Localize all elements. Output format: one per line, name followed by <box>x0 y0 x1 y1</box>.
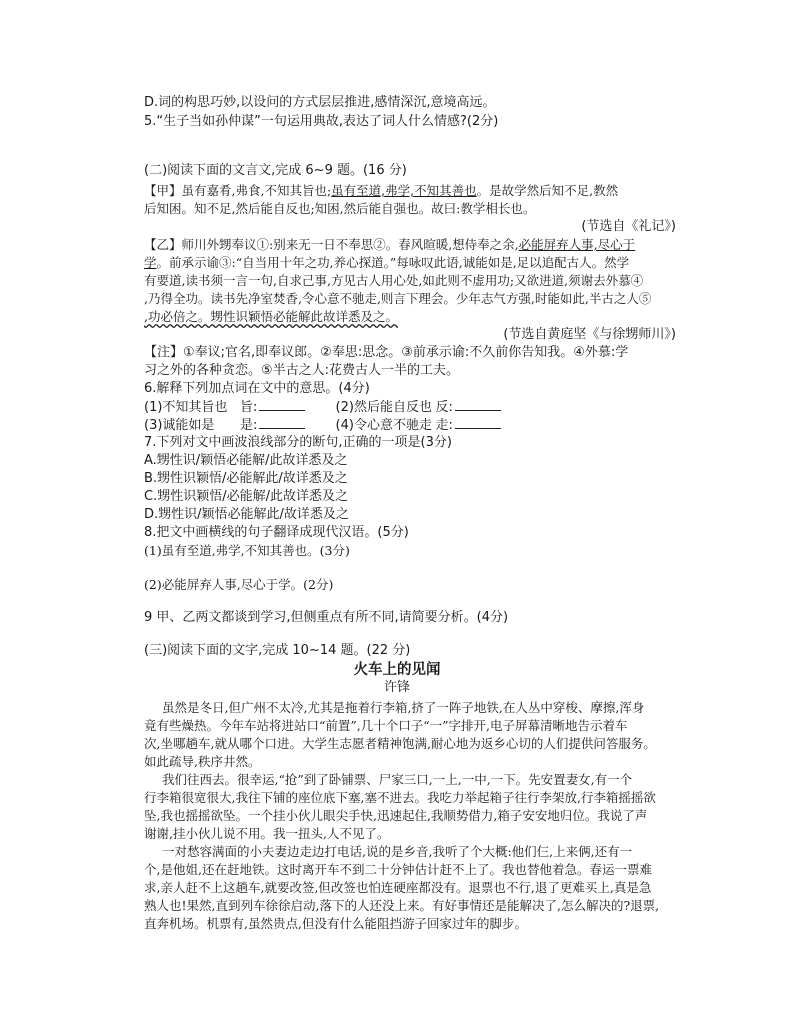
question-8: 8.把文中画横线的句子翻译成现代汉语。(5分) <box>144 525 409 540</box>
para-2-line: 坠,我也摇摇欲坠。一个挂小伙儿眼尖手快,迅速起住,我顺势借力,箱子安安地归位。我说了声 <box>144 808 648 823</box>
q7-option-c: C.甥性识颖悟/必能解/此故详悉及之 <box>144 489 348 504</box>
q6-item: (3)诚能如是 <box>144 418 215 433</box>
passage-yi-line-1 <box>144 236 635 254</box>
section-3-heading: (三)阅读下面的文字,完成 10~14 题。(22 分) <box>144 643 411 658</box>
para-2-line: 行李箱很宽很大,我往下铺的座位底下塞,塞不进去。我吃力举起箱子往行李架放,行李箱摇摇欲 <box>144 790 656 805</box>
para-3-line: 熟人也!果然,直到列车徐徐启动,落下的人还没上来。有好事情还是能解决了,怎么解决的?退票, <box>144 898 660 913</box>
q8-part-1: (1)虽有至道,弗学,不知其善也。(3分) <box>144 543 350 558</box>
question-9: 9 甲、乙两文都谈到学习,但侧重点有所不同,请简要分析。(4分) <box>144 610 509 625</box>
note-line-2: 习之外的各种贪恋。⑤半古之人:花费古人一半的工夫。 <box>144 363 460 378</box>
jia-text: 【甲】虽有嘉肴,弗食,不知其旨也; <box>144 183 332 198</box>
q7-option-d: D.甥性识/颖悟必能解此/故详悉及之 <box>144 507 349 522</box>
para-1-line: 如此疏导,秩序井然。 <box>144 754 261 769</box>
jia-source: (节选自《礼记》) <box>581 219 676 234</box>
q6-key: 走: <box>435 418 453 433</box>
q7-option-b: B.甥性识颖悟/必能解此/故详悉及之 <box>144 471 348 486</box>
q6-key: 旨: <box>240 400 258 415</box>
passage-yi-line-4: ,乃得全功。读书先净室焚香,令心意不驰走,则言下理会。少年志气方强,时能如此,半古之人⑤ <box>144 291 652 306</box>
q6-row-1 <box>144 398 505 417</box>
answer-blank[interactable] <box>259 416 305 429</box>
para-1-line: 竟有些燥热。今年车站将进站口“前置”,几十个口子“一”字排开,电子屏幕清晰地告示着车 <box>144 718 628 733</box>
answer-blank[interactable] <box>455 416 501 429</box>
yi-text-cont: 。前承示谕③:“自当用十年之功,养心探道。”每咏叹此语,诚能如是,足以追配古人。然学 <box>156 255 630 270</box>
q6-item: (4)令心意不驰走 <box>335 418 432 433</box>
q6-key: 是: <box>240 418 258 433</box>
para-2-line: 我们往西去。很幸运,“抢”到了卧铺票、尸家三口,一上,一中,一下。先安置妻女,有一个 <box>162 772 633 787</box>
q6-item: (1)不知其旨也 <box>144 400 228 415</box>
article-author: 许锋 <box>383 680 410 695</box>
para-3-line: 求,亲人赶不上这趟车,就要改签,但改签也怕连硬座都没有。退票也不行,退了更难买上,真是急 <box>144 880 652 895</box>
q6-row-2 <box>144 416 505 435</box>
passage-yi-line-5 <box>144 308 398 326</box>
jia-text-cont: 。是故学然后知不足,教然 <box>476 183 619 198</box>
passage-yi-line-3: 有要道,读书须一言一句,自求己事,方见古人用心处,如此则不虚用功;又欲进道,须谢去外慕④ <box>144 273 644 288</box>
para-3-line: 直奔机场。机票有,虽然贵点,但没有什么能阻挡游子回家过年的脚步。 <box>144 916 527 931</box>
note-line-1: 【注】①奉议;官名,即奉议郎。②奉思:思念。③前承示谕:不久前你告知我。④外慕:学 <box>144 345 629 360</box>
question-7: 7.下列对文中画波浪线部分的断句,正确的一项是(3分) <box>144 435 452 450</box>
para-2-line: 谢谢,挂小伙儿说不用。我一扭头,人不见了。 <box>144 826 390 841</box>
q6-key: 反: <box>435 400 453 415</box>
question-5: 5.“生子当如孙仲谋”一句运用典故,表达了词人什么情感?(2分) <box>144 114 499 129</box>
yi-underlined-sentence-end: 学 <box>144 255 157 270</box>
yi-wavy-sentence: ,功必倍之。甥性识颖悟必能解此故详悉及之。 <box>144 309 398 324</box>
passage-jia-line-2: 后知困。知不足,然后能自反也;知困,然后能自强也。故曰:教学相长也。 <box>144 201 536 216</box>
question-6: 6.解释下列加点词在文中的意思。(4分) <box>144 381 370 396</box>
answer-blank[interactable] <box>259 398 305 411</box>
passage-yi-line-2 <box>144 254 629 272</box>
passage-jia-line-1 <box>144 182 618 200</box>
article-title: 火车上的见闻 <box>353 662 441 678</box>
para-1-line: 虽然是冬日,但广州不太冷,尤其是拖着行李箱,挤了一阵子地铁,在人丛中穿梭、摩擦,浑身 <box>162 700 645 715</box>
yi-underlined-sentence: 必能屏弃人事,尽心于 <box>518 237 636 252</box>
section-2-heading: (二)阅读下面的文言文,完成 6~9 题。(16 分) <box>144 163 407 178</box>
q6-item: (2)然后能自反也 <box>335 400 432 415</box>
q8-part-2: (2)必能屏弃人事,尽心于学。(2分) <box>144 577 334 592</box>
jia-underlined-sentence: 虽有至道,弗学,不知其善也 <box>331 183 477 198</box>
para-3-line: 个,是他姐,还在赶地铁。这时离开车不到二十分钟估计赶不上了。我也替他着急。春运一票难 <box>144 862 652 877</box>
q7-option-a: A.甥性识/颖悟必能解/此故详悉及之 <box>144 453 348 468</box>
yi-text: 【乙】师川外甥奉议①:别来无一日不奉思②。春风暄暖,想侍奉之余, <box>144 237 519 252</box>
answer-blank[interactable] <box>455 398 501 411</box>
yi-source: (节选自黄庭坚《与徐甥师川》) <box>503 327 676 342</box>
para-3-line: 一对愁容满面的小夫妻边走边打电话,说的是乡音,我听了个大概:他们仨,上来俩,还有一 <box>162 844 633 859</box>
option-d: D.词的构思巧妙,以设问的方式层层推进,感情深沉,意境高远。 <box>144 95 496 110</box>
para-1-line: 次,坐哪趟车,就从哪个口进。大学生志愿者精神饱满,耐心地为返乡心切的人们提供问答服务。 <box>144 736 656 751</box>
